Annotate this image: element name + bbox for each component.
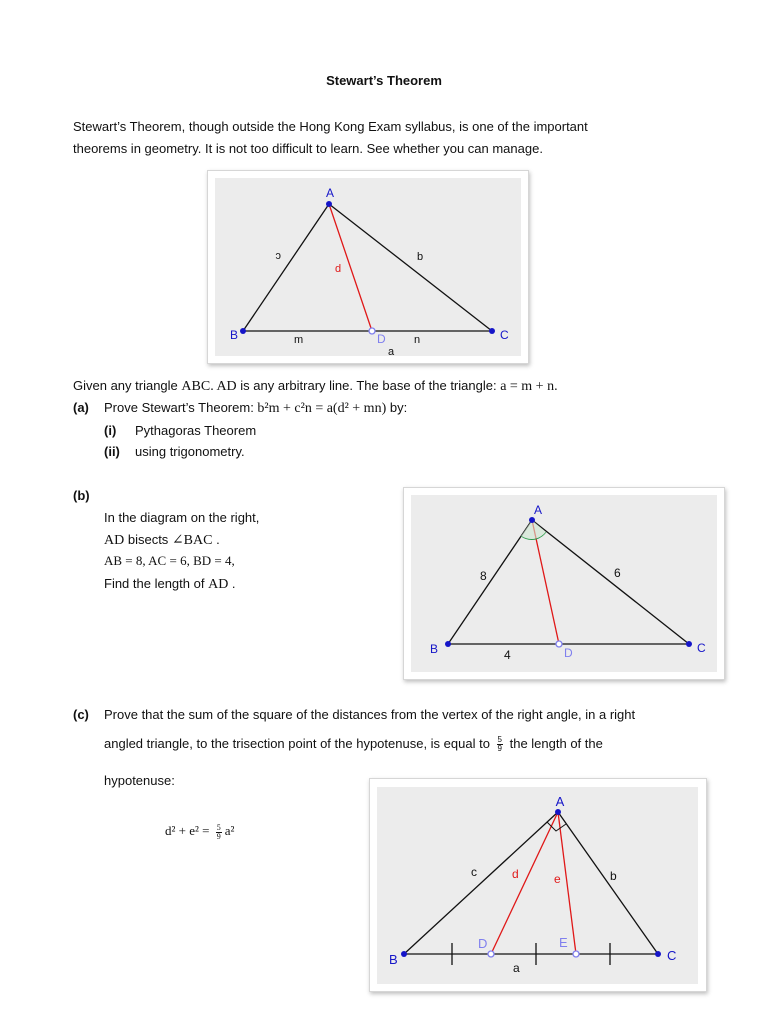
given-equation: a = m + n. xyxy=(500,379,558,394)
given-text-1: Given any triangle xyxy=(73,378,182,393)
vertex-c-point xyxy=(655,951,661,957)
given-ad: AD xyxy=(216,379,237,394)
part-b-line-2 xyxy=(104,532,220,549)
part-b-label: (b) xyxy=(73,488,90,503)
part-b-period-2: . xyxy=(228,576,236,591)
part-b-line-4 xyxy=(104,576,236,593)
vertex-a-point xyxy=(529,517,535,523)
figure-trisection xyxy=(369,778,707,992)
part-a-by: by: xyxy=(386,400,408,415)
fraction-denominator: 9 xyxy=(497,744,502,754)
figure-angle-bisector xyxy=(403,487,725,680)
label-a: A xyxy=(533,503,543,517)
vertex-b-point xyxy=(445,641,451,647)
part-b-angle: ∠BAC xyxy=(171,533,213,548)
label-d: D xyxy=(377,332,386,346)
formula-left: d² + e² = xyxy=(165,823,213,838)
label-d: D xyxy=(478,936,488,951)
part-a-line xyxy=(73,400,407,417)
formula-right: a² xyxy=(224,823,235,838)
formula-fraction xyxy=(216,824,222,841)
label-cevian-d: d xyxy=(335,263,342,275)
given-line xyxy=(73,378,558,395)
figure-1-panel xyxy=(215,178,521,356)
label-base-a: a xyxy=(388,346,395,358)
label-segment-d: d xyxy=(512,867,519,881)
vertex-b-point xyxy=(401,951,407,957)
label-ac-length: 6 xyxy=(614,566,621,580)
formula-fraction-numerator: 5 xyxy=(216,822,221,832)
label-hypotenuse-a: a xyxy=(513,961,520,975)
fraction-numerator: 5 xyxy=(497,735,502,745)
part-c-line-1 xyxy=(73,707,635,722)
intro-line-2: theorems in geometry. It is not too difficult to learn. See whether you can manage. xyxy=(73,141,543,156)
part-a-i-label: (i) xyxy=(104,423,117,438)
part-c-formula xyxy=(165,823,234,841)
part-c-line-3: hypotenuse: xyxy=(104,773,175,788)
vertex-c-point xyxy=(489,328,495,334)
label-side-b: b xyxy=(610,869,617,883)
part-a-ii-label: (ii) xyxy=(104,444,120,459)
vertex-c-point xyxy=(686,641,692,647)
page-title: Stewart’s Theorem xyxy=(326,73,442,88)
intro-paragraph xyxy=(73,116,673,160)
part-b-find: Find the length of xyxy=(104,576,209,591)
vertex-a-point xyxy=(555,809,561,815)
part-c-text-2a: angled triangle, to the trisection point of the hypotenuse, is equal to xyxy=(104,736,494,751)
label-bd-length: 4 xyxy=(504,648,511,662)
foot-d-point xyxy=(556,641,562,647)
figure-2-svg xyxy=(404,488,724,679)
part-a-i-line xyxy=(104,423,256,438)
part-a-text: Prove Stewart’s Theorem: xyxy=(104,400,258,415)
part-a-label: (a) xyxy=(73,400,89,415)
label-b: B xyxy=(230,328,239,342)
part-b-ad: AD xyxy=(104,533,125,548)
label-a: A xyxy=(325,186,335,200)
vertex-a-point xyxy=(326,201,332,207)
part-a-i-text: Pythagoras Theorem xyxy=(135,423,257,438)
part-a-ii-text: using trigonometry. xyxy=(135,444,245,459)
part-c-text-1: Prove that the sum of the square of the distances from the vertex of the right angle, in a right xyxy=(104,707,636,722)
part-b-bisects: bisects xyxy=(124,532,172,547)
label-segment-m: m xyxy=(294,334,304,346)
label-c: C xyxy=(667,948,677,963)
label-side-c: c xyxy=(471,865,477,879)
part-b-line-3: AB = 8, AC = 6, BD = 4, xyxy=(104,553,235,568)
part-c-line-2 xyxy=(104,736,603,753)
foot-d-point xyxy=(369,328,375,334)
vertex-b-point xyxy=(240,328,246,334)
label-d: D xyxy=(564,646,573,660)
part-c-label: (c) xyxy=(73,707,89,722)
figure-3-svg xyxy=(370,779,706,991)
label-b: B xyxy=(389,952,398,967)
part-c-text-2b: the length of the xyxy=(506,736,603,751)
given-abc: ABC xyxy=(181,379,211,394)
trisection-e-point xyxy=(573,951,579,957)
figure-stewart-triangle xyxy=(207,170,529,364)
part-a-formula: b²m + c²n = a(d² + mn) xyxy=(257,401,387,416)
label-segment-n: n xyxy=(414,334,421,346)
figure-1-svg xyxy=(208,171,528,363)
label-side-c: c xyxy=(275,250,281,262)
label-b: B xyxy=(430,642,439,656)
part-a-ii-line xyxy=(104,444,245,459)
intro-line-1: Stewart’s Theorem, though outside the Hong Kong Exam syllabus, is one of the important xyxy=(73,119,588,134)
given-text-2: is any arbitrary line. The base of the triangle: xyxy=(236,378,501,393)
part-b-ad-2: AD xyxy=(208,577,229,592)
label-c: C xyxy=(697,641,706,655)
label-side-b: b xyxy=(417,251,424,263)
label-c: C xyxy=(500,328,509,342)
label-ab-length: 8 xyxy=(480,569,487,583)
label-a: A xyxy=(555,794,565,809)
part-b-period: . xyxy=(212,532,220,547)
part-b-line-1: In the diagram on the right, xyxy=(104,510,260,525)
trisection-d-point xyxy=(488,951,494,957)
given-dot: . xyxy=(210,379,217,394)
formula-fraction-denominator: 9 xyxy=(216,831,221,841)
label-e: E xyxy=(559,935,568,950)
label-segment-e: e xyxy=(554,872,561,886)
fraction-five-ninths xyxy=(497,736,503,753)
